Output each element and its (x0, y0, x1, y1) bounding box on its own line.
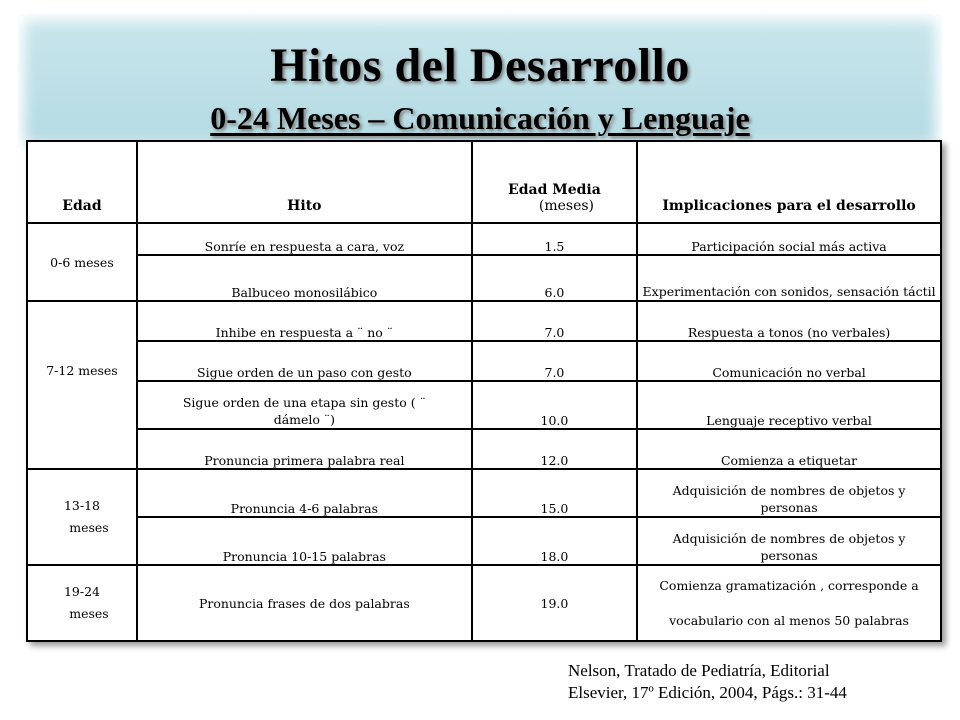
hito-cell: Pronuncia 4-6 palabras (137, 469, 472, 517)
citation-line1: Nelson, Tratado de Pediatría, Editorial (568, 661, 830, 680)
table-row (27, 469, 941, 517)
implicaciones-cell: Comienza a etiquetar (637, 429, 941, 469)
implicaciones-cell (637, 565, 941, 641)
edad-media-cell: 7.0 (472, 301, 637, 341)
hito-cell: Sigue orden de un paso con gesto (137, 341, 472, 381)
implicaciones-cell: Adquisición de nombres de objetos y personas (637, 469, 941, 517)
implicaciones-cell: Comunicación no verbal (637, 341, 941, 381)
edad-media-cell: 18.0 (472, 517, 637, 565)
header-hito: Hito (137, 141, 472, 223)
table-row (27, 565, 941, 641)
table-row (27, 255, 941, 301)
table-row (27, 517, 941, 565)
implicaciones-cell: Participación social más activa (637, 223, 941, 255)
hito-cell: Inhibe en respuesta a ¨ no ¨ (137, 301, 472, 341)
implicaciones-cell: Lenguaje receptivo verbal (637, 381, 941, 429)
page-title: Hitos del Desarrollo (270, 39, 690, 92)
edad-media-cell: 6.0 (472, 255, 637, 301)
edad-media-cell: 10.0 (472, 381, 637, 429)
edad-cell-line1: 13-18 (63, 498, 100, 513)
edad-cell (27, 469, 137, 565)
edad-cell-line2: meses (69, 520, 109, 535)
table-row (27, 301, 941, 341)
header-implicaciones: Implicaciones para el desarrollo (637, 141, 941, 223)
table-row (27, 381, 941, 429)
hito-cell: Balbuceo monosilábico (137, 255, 472, 301)
edad-media-cell: 15.0 (472, 469, 637, 517)
edad-cell (27, 565, 137, 641)
edad-media-cell: 12.0 (472, 429, 637, 469)
table-row (27, 341, 941, 381)
implicaciones-cell: Adquisición de nombres de objetos y personas (637, 517, 941, 565)
hito-cell: Pronuncia primera palabra real (137, 429, 472, 469)
table-row (27, 429, 941, 469)
header-edad-media-line2: (meses) (538, 198, 595, 214)
header-edad-media-line1: Edad Media (508, 182, 601, 198)
source-citation (568, 660, 948, 704)
hito-cell: Sigue orden de una etapa sin gesto ( ¨ dámelo ¨) (137, 381, 472, 429)
header-edad-media (472, 141, 637, 223)
hito-cell: Sonríe en respuesta a cara, voz (137, 223, 472, 255)
edad-media-cell: 19.0 (472, 565, 637, 641)
table-header-row (27, 141, 941, 223)
header-edad: Edad (27, 141, 137, 223)
page-subtitle: 0-24 Meses – Comunicación y Lenguaje (210, 100, 750, 136)
milestones-table (26, 140, 942, 642)
hito-cell: Pronuncia frases de dos palabras (137, 565, 472, 641)
edad-cell: 7-12 meses (27, 301, 137, 469)
implicaciones-line2: vocabulario con al menos 50 palabras (669, 613, 909, 628)
implicaciones-line1: Comienza gramatización , corresponde a (659, 578, 919, 593)
table-row (27, 223, 941, 255)
edad-cell-line2: meses (69, 606, 109, 621)
edad-cell-line1: 19-24 (63, 584, 100, 599)
citation-line2: Elsevier, 17º Edición, 2004, Págs.: 31-44 (568, 683, 847, 702)
edad-media-cell: 1.5 (472, 223, 637, 255)
implicaciones-cell: Respuesta a tonos (no verbales) (637, 301, 941, 341)
implicaciones-cell: Experimentación con sonidos, sensación táctil (637, 255, 941, 301)
edad-cell: 0-6 meses (27, 223, 137, 301)
edad-media-cell: 7.0 (472, 341, 637, 381)
hito-cell: Pronuncia 10-15 palabras (137, 517, 472, 565)
